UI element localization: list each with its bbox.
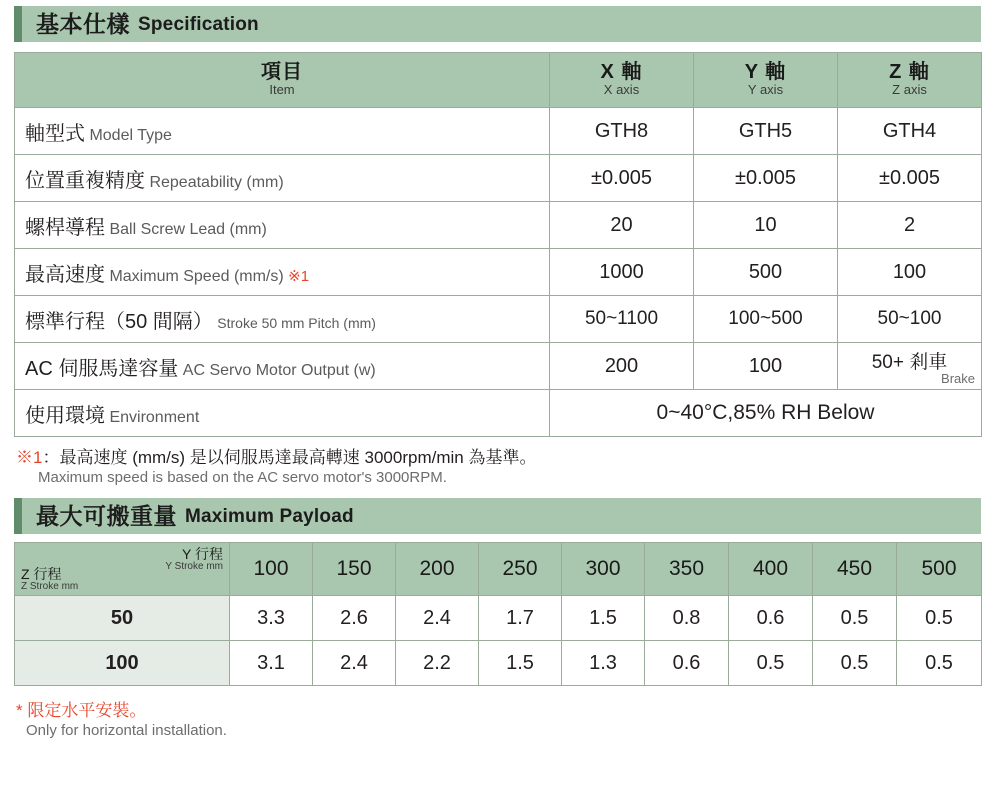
column-header-y-axis bbox=[694, 53, 838, 108]
row-label-en: AC Servo Motor Output (w) bbox=[182, 361, 376, 379]
payload-row-head-50: 50 bbox=[15, 596, 230, 641]
corner-label-z-en: Z Stroke mm bbox=[21, 580, 79, 592]
footnote-line-1 bbox=[16, 443, 979, 468]
table-row bbox=[15, 202, 982, 249]
cell-ball-screw-lead-x: 20 bbox=[550, 202, 694, 249]
payload-cell: 2.4 bbox=[313, 641, 396, 686]
column-header-item bbox=[15, 53, 550, 108]
payload-table-head bbox=[15, 543, 982, 596]
row-label-zh: 最高速度 bbox=[25, 263, 105, 286]
specification-title-en: Specification bbox=[138, 13, 259, 35]
column-header-z-axis-en: Z axis bbox=[892, 82, 927, 98]
specification-table-head bbox=[15, 53, 982, 108]
payload-cell: 0.8 bbox=[645, 596, 729, 641]
payload-section-header bbox=[14, 498, 981, 534]
column-header-y-axis-en: Y axis bbox=[747, 82, 784, 98]
specification-footnote bbox=[16, 443, 979, 486]
cell-stroke-x: 50~1100 bbox=[550, 296, 694, 343]
cell-repeatability-x: ±0.005 bbox=[550, 155, 694, 202]
payload-row-head-100: 100 bbox=[15, 641, 230, 686]
payload-cell: 0.5 bbox=[813, 596, 897, 641]
table-header-row bbox=[15, 53, 982, 108]
column-header-x-axis bbox=[550, 53, 694, 108]
footnote-line-1-text: ：最高速度 (mm/s) 是以伺服馬達最高轉速 3000rpm/min 為基準。 bbox=[42, 448, 537, 467]
row-label-zh: AC 伺服馬達容量 bbox=[25, 357, 179, 380]
payload-cell: 1.5 bbox=[479, 641, 562, 686]
row-label-repeatability bbox=[15, 155, 550, 202]
payload-cell: 2.4 bbox=[396, 596, 479, 641]
payload-column-header-500: 500 bbox=[897, 543, 982, 596]
row-label-maximum-speed bbox=[15, 249, 550, 296]
corner-label-z bbox=[21, 567, 78, 592]
corner-label-z-zh: Z 行程 bbox=[21, 565, 62, 582]
cell-model-type-z: GTH4 bbox=[838, 108, 982, 155]
column-header-x-axis-zh: X 軸 bbox=[600, 61, 643, 84]
payload-footnote-line-1: * 限定水平安裝。 bbox=[16, 701, 147, 720]
row-label-zh: 位置重複精度 bbox=[25, 169, 145, 192]
payload-cell: 3.3 bbox=[230, 596, 313, 641]
payload-column-header-300: 300 bbox=[562, 543, 645, 596]
cell-servo-motor-output-z-main: 50+ 剎車 bbox=[871, 352, 948, 373]
row-label-ball-screw-lead bbox=[15, 202, 550, 249]
row-label-zh: 軸型式 bbox=[25, 122, 85, 145]
cell-stroke-z: 50~100 bbox=[838, 296, 982, 343]
cell-ball-screw-lead-y: 10 bbox=[694, 202, 838, 249]
column-header-x-axis-en: X axis bbox=[603, 82, 640, 98]
corner-label-y bbox=[165, 547, 223, 572]
cell-maximum-speed-y: 500 bbox=[694, 249, 838, 296]
payload-cell: 3.1 bbox=[230, 641, 313, 686]
payload-table bbox=[14, 542, 982, 686]
accent-bar bbox=[14, 498, 22, 534]
cell-model-type-x: GTH8 bbox=[550, 108, 694, 155]
column-header-z-axis bbox=[838, 53, 982, 108]
payload-cell: 0.5 bbox=[897, 641, 982, 686]
column-header-item-zh: 項目 bbox=[261, 61, 303, 84]
cell-repeatability-y: ±0.005 bbox=[694, 155, 838, 202]
cell-ball-screw-lead-z: 2 bbox=[838, 202, 982, 249]
corner-label-y-zh: Y 行程 bbox=[182, 546, 223, 562]
row-label-zh: 使用環境 bbox=[25, 404, 105, 427]
payload-column-header-100: 100 bbox=[230, 543, 313, 596]
payload-cell: 0.6 bbox=[729, 596, 813, 641]
payload-column-header-450: 450 bbox=[813, 543, 897, 596]
row-label-en: Ball Screw Lead (mm) bbox=[109, 220, 267, 238]
payload-column-header-350: 350 bbox=[645, 543, 729, 596]
row-label-en: Model Type bbox=[89, 126, 172, 144]
row-label-stroke bbox=[15, 296, 550, 343]
specification-table-body bbox=[15, 108, 982, 437]
payload-footnote bbox=[16, 696, 979, 739]
table-row bbox=[15, 596, 982, 641]
row-label-zh: 螺桿導程 bbox=[25, 216, 105, 239]
corner-label-y-en: Y Stroke mm bbox=[165, 560, 223, 572]
specification-title-zh: 基本仕樣 bbox=[36, 10, 130, 37]
payload-column-header-400: 400 bbox=[729, 543, 813, 596]
payload-title-en: Maximum Payload bbox=[185, 505, 354, 527]
payload-cell: 0.5 bbox=[729, 641, 813, 686]
payload-footnote-line-2: Only for horizontal installation. bbox=[26, 722, 227, 739]
specification-table bbox=[14, 52, 982, 437]
cell-maximum-speed-z: 100 bbox=[838, 249, 982, 296]
cell-model-type-y: GTH5 bbox=[694, 108, 838, 155]
payload-column-header-200: 200 bbox=[396, 543, 479, 596]
payload-title-zh: 最大可搬重量 bbox=[36, 502, 177, 529]
column-header-y-axis-zh: Y 軸 bbox=[744, 61, 787, 84]
footnote-mark: ※1 bbox=[16, 448, 43, 467]
cell-environment-value: 0~40°C,85% RH Below bbox=[550, 390, 982, 437]
payload-table-body bbox=[15, 596, 982, 686]
payload-cell: 1.3 bbox=[562, 641, 645, 686]
payload-cell: 1.5 bbox=[562, 596, 645, 641]
cell-repeatability-z: ±0.005 bbox=[838, 155, 982, 202]
row-label-zh: 標準行程（50 間隔） bbox=[25, 310, 213, 333]
payload-column-header-250: 250 bbox=[479, 543, 562, 596]
table-row bbox=[15, 155, 982, 202]
row-label-en: Stroke 50 mm Pitch (mm) bbox=[217, 314, 376, 331]
payload-column-header-150: 150 bbox=[313, 543, 396, 596]
table-header-row bbox=[15, 543, 982, 596]
cell-servo-motor-output-y: 100 bbox=[694, 343, 838, 390]
table-row bbox=[15, 249, 982, 296]
specification-section-header bbox=[14, 6, 981, 42]
cell-servo-motor-output-x: 200 bbox=[550, 343, 694, 390]
cell-servo-motor-output-z-sub: Brake bbox=[941, 371, 975, 386]
row-label-note-mark: ※1 bbox=[288, 267, 310, 285]
table-row bbox=[15, 296, 982, 343]
table-row bbox=[15, 343, 982, 390]
cell-maximum-speed-x: 1000 bbox=[550, 249, 694, 296]
payload-cell: 0.5 bbox=[897, 596, 982, 641]
payload-cell: 1.7 bbox=[479, 596, 562, 641]
row-label-servo-motor-output bbox=[15, 343, 550, 390]
payload-cell: 2.6 bbox=[313, 596, 396, 641]
row-label-en: Environment bbox=[109, 408, 200, 426]
cell-servo-motor-output-z bbox=[838, 343, 982, 390]
row-label-environment bbox=[15, 390, 550, 437]
footnote-line-2: Maximum speed is based on the AC servo motor's 3000RPM. bbox=[38, 469, 447, 486]
column-header-z-axis-zh: Z 軸 bbox=[889, 61, 930, 84]
payload-section bbox=[0, 498, 995, 739]
table-row bbox=[15, 390, 982, 437]
row-label-model-type bbox=[15, 108, 550, 155]
column-header-item-en: Item bbox=[269, 82, 295, 98]
table-row bbox=[15, 641, 982, 686]
row-label-en: Maximum Speed (mm/s) bbox=[109, 267, 284, 285]
payload-cell: 0.6 bbox=[645, 641, 729, 686]
row-label-en: Repeatability (mm) bbox=[149, 173, 284, 191]
accent-bar bbox=[14, 6, 22, 42]
payload-cell: 0.5 bbox=[813, 641, 897, 686]
payload-corner-cell bbox=[15, 543, 230, 596]
table-row bbox=[15, 108, 982, 155]
cell-stroke-y: 100~500 bbox=[694, 296, 838, 343]
payload-cell: 2.2 bbox=[396, 641, 479, 686]
